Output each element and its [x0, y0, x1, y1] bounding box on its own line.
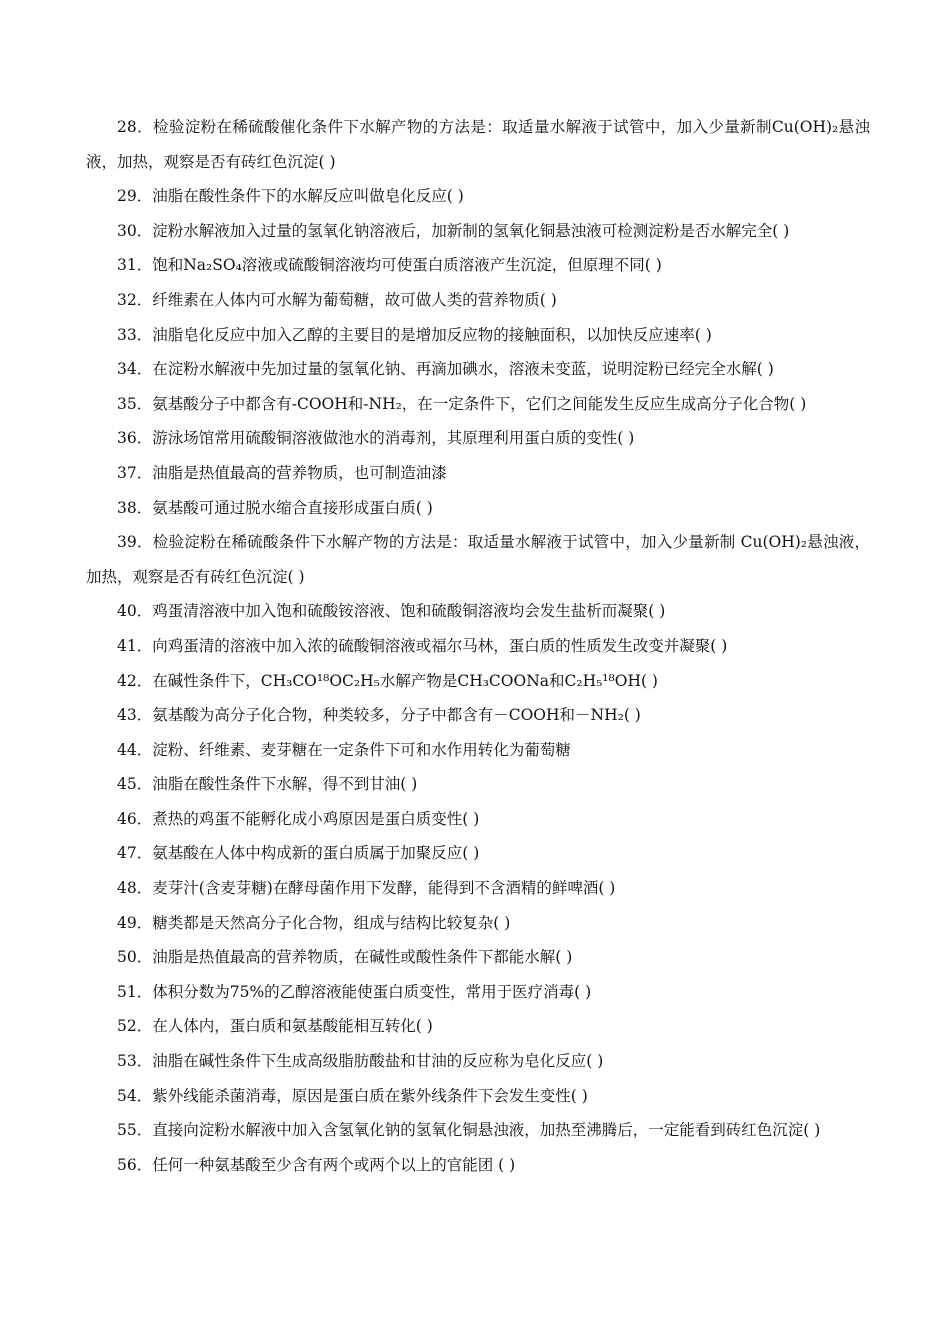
- question-43: 43．氨基酸为高分子化合物，种类较多，分子中都含有－COOH和－NH₂( ): [117, 706, 641, 725]
- question-40: 40．鸡蛋清溶液中加入饱和硫酸铵溶液、饱和硫酸铜溶液均会发生盐析而凝聚( ): [117, 602, 666, 621]
- question-37: 37．油脂是热值最高的营养物质，也可制造油漆: [117, 463, 447, 482]
- question-34: 34．在淀粉水解液中先加过量的氢氧化钠、再滴加碘水，溶液未变蓝，说明淀粉已经完全水解( ): [117, 360, 774, 379]
- question-38: 38．氨基酸可通过脱水缩合直接形成蛋白质( ): [117, 498, 433, 517]
- question-54: 54．紫外线能杀菌消毒，原因是蛋白质在紫外线条件下会发生变性( ): [117, 1086, 588, 1105]
- question-28: 28．检验淀粉在稀硫酸催化条件下水解产物的方法是：取适量水解液于试管中，加入少量新制Cu(OH)₂悬浊液，加热，观察是否有砖红色沉淀( ): [86, 118, 870, 171]
- question-53: 53．油脂在碱性条件下生成高级脂肪酸盐和甘油的反应称为皂化反应( ): [117, 1052, 604, 1071]
- question-39: 39．检验淀粉在稀硫酸条件下水解产物的方法是：取适量水解液于试管中，加入少量新制 Cu(OH)₂悬浊液，加热，观察是否有砖红色沉淀( ): [86, 533, 870, 586]
- question-32: 32．纤维素在人体内可水解为葡萄糖，故可做人类的营养物质( ): [117, 290, 557, 309]
- question-56: 56．任何一种氨基酸至少含有两个或两个以上的官能团 ( ): [117, 1155, 516, 1174]
- question-30: 30．淀粉水解液加入过量的氢氧化钠溶液后，加新制的氢氧化铜悬浊液可检测淀粉是否水解完全( ): [117, 221, 790, 240]
- question-50: 50．油脂是热值最高的营养物质，在碱性或酸性条件下都能水解( ): [117, 948, 573, 967]
- question-42: 42．在碱性条件下，CH₃CO¹⁸OC₂H₅水解产物是CH₃COONa和C₂H₅¹⁸OH( ): [117, 671, 658, 690]
- question-44: 44．淀粉、纤维素、麦芽糖在一定条件下可和水作用转化为葡萄糖: [117, 740, 571, 759]
- question-41: 41．向鸡蛋清的溶液中加入浓的硫酸铜溶液或福尔马林，蛋白质的性质发生改变并凝聚( ): [117, 636, 728, 655]
- question-48: 48．麦芽汁(含麦芽糖)在酵母菌作用下发酵，能得到不含酒精的鲜啤酒( ): [117, 879, 616, 898]
- question-51: 51．体积分数为75%的乙醇溶液能使蛋白质变性，常用于医疗消毒( ): [117, 982, 592, 1001]
- question-35: 35．氨基酸分子中都含有-COOH和-NH₂，在一定条件下，它们之间能发生反应生成高分子化合物( ): [117, 394, 807, 413]
- question-55: 55．直接向淀粉水解液中加入含氢氧化钠的氢氧化铜悬浊液，加热至沸腾后，一定能看到砖红色沉淀( ): [117, 1121, 821, 1140]
- question-52: 52．在人体内，蛋白质和氨基酸能相互转化( ): [117, 1017, 433, 1036]
- question-29: 29．油脂在酸性条件下的水解反应叫做皂化反应( ): [117, 187, 464, 206]
- question-45: 45．油脂在酸性条件下水解，得不到甘油( ): [117, 775, 418, 794]
- question-33: 33．油脂皂化反应中加入乙醇的主要目的是增加反应物的接触面积，以加快反应速率( ): [117, 325, 712, 344]
- question-47: 47．氨基酸在人体中构成新的蛋白质属于加聚反应( ): [117, 844, 480, 863]
- question-36: 36．游泳场馆常用硫酸铜溶液做池水的消毒剂，其原理利用蛋白质的变性( ): [117, 429, 635, 448]
- question-46: 46．煮热的鸡蛋不能孵化成小鸡原因是蛋白质变性( ): [117, 809, 480, 828]
- question-list: [86, 110, 870, 1182]
- question-31: 31．饱和Na₂SO₄溶液或硫酸铜溶液均可使蛋白质溶液产生沉淀，但原理不同( ): [117, 256, 662, 275]
- question-49: 49．糖类都是天然高分子化合物，组成与结构比较复杂( ): [117, 913, 511, 932]
